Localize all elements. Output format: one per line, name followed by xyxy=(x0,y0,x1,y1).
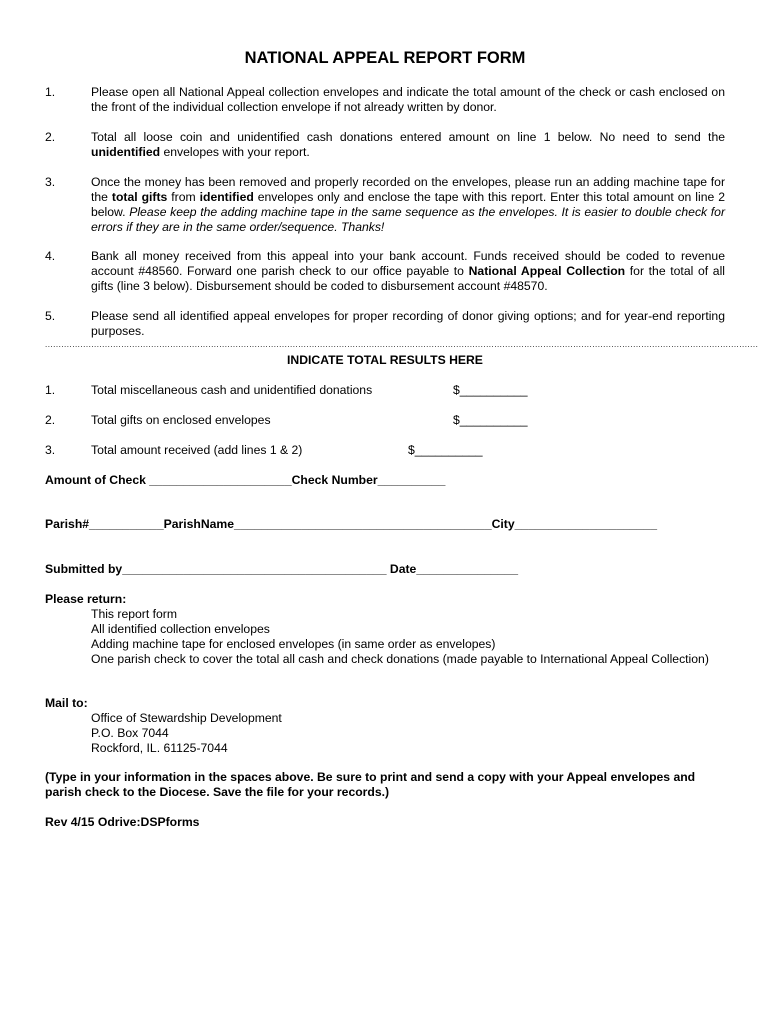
result-label: Total miscellaneous cash and unidentified donations xyxy=(91,383,373,397)
instruction-4 xyxy=(45,249,725,294)
instruction-5 xyxy=(45,309,725,339)
instruction-number: 2. xyxy=(45,130,56,144)
parish-field[interactable]: Parish#___________ParishName______________________________________City_____________________ xyxy=(45,517,657,531)
mail-to-address xyxy=(91,711,725,756)
instruction-number: 5. xyxy=(45,309,56,323)
instruction-bold-text: identified xyxy=(199,190,254,204)
result-amount-field[interactable]: $__________ xyxy=(453,383,528,397)
result-amount-field[interactable]: $__________ xyxy=(453,413,528,427)
dotted-separator: ...................................................................................................................................................................................................................................................................... xyxy=(45,340,759,349)
please-return-list xyxy=(91,607,725,667)
instruction-2 xyxy=(45,130,725,160)
please-return-heading: Please return: xyxy=(45,592,127,606)
instruction-text: Please open all National Appeal collection envelopes and indicate the total amount of the check or cash enclosed on the front of the individual collection envelope if not already written by donor. xyxy=(91,85,725,114)
list-item: All identified collection envelopes xyxy=(91,622,270,636)
result-label: Total amount received (add lines 1 & 2) xyxy=(91,443,303,457)
result-number: 2. xyxy=(45,413,56,427)
instruction-text xyxy=(91,130,725,160)
instruction-text-part: envelopes with your report. xyxy=(160,145,310,159)
address-line: Office of Stewardship Development xyxy=(91,711,282,725)
instruction-bold-text: unidentified xyxy=(91,145,161,159)
results-heading: INDICATE TOTAL RESULTS HERE xyxy=(287,353,483,367)
result-number: 3. xyxy=(45,443,56,457)
result-amount-field[interactable]: $__________ xyxy=(408,443,483,457)
instruction-bold-text: National Appeal Collection xyxy=(468,264,626,278)
result-number: 1. xyxy=(45,383,56,397)
list-item: This report form xyxy=(91,607,178,621)
instruction-number: 3. xyxy=(45,175,56,189)
instruction-1 xyxy=(45,85,725,115)
submitted-by-field[interactable]: Submitted by_______________________________________ Date_______________ xyxy=(45,562,519,576)
revision-info: Rev 4/15 Odrive:DSPforms xyxy=(45,815,200,829)
instruction-text-part: Bank all money received from this appeal into your bank account. Funds received should be coded to revenue account #48560. Forward one parish check to our office payable to xyxy=(91,249,725,278)
amount-of-check-field[interactable]: Amount of Check _____________________Check Number__________ xyxy=(45,473,446,487)
instruction-italic-text: Please keep the adding machine tape in the same sequence as the envelopes. It is easier to double check for errors if they are in the same order/sequence. Thanks! xyxy=(91,205,726,234)
instruction-3 xyxy=(45,175,725,235)
list-item: One parish check to cover the total all cash and check donations (made payable to International Appeal Collection) xyxy=(91,652,709,666)
instruction-text-part: Total all loose coin and unidentified cash donations entered amount on line 1 below. No need to send the xyxy=(91,130,725,144)
form-title: NATIONAL APPEAL REPORT FORM xyxy=(244,49,526,67)
instruction-text xyxy=(91,249,725,294)
address-line: Rockford, IL. 61125-7044 xyxy=(91,741,228,755)
instruction-bold-text: total gifts xyxy=(111,190,168,204)
list-item: Adding machine tape for enclosed envelopes (in same order as envelopes) xyxy=(91,637,496,651)
instruction-text-part: Once the money has been removed and properly recorded on the envelopes, please run an adding machine tape for the xyxy=(91,175,725,204)
instruction-number: 4. xyxy=(45,249,56,263)
instruction-text-part: for the total of all gifts (line 3 below). Disbursement should be coded to disbursement account #48570. xyxy=(91,264,725,293)
mail-to-heading: Mail to: xyxy=(45,696,88,710)
instruction-text-part: envelopes only and enclose the tape with this report. Enter this total amount on line 2 below. xyxy=(91,190,725,219)
instructions-note: (Type in your information in the spaces above. Be sure to print and send a copy with your Appeal envelopes and parish check to the Diocese. Save the file for your records.) xyxy=(45,770,696,799)
instruction-text xyxy=(91,175,725,235)
instruction-number: 1. xyxy=(45,85,56,99)
instruction-text: Please send all identified appeal envelopes for proper recording of donor giving options; and for year-end reporting purposes. xyxy=(91,309,725,338)
result-label: Total gifts on enclosed envelopes xyxy=(91,413,271,427)
instruction-text-part: from xyxy=(167,190,200,204)
address-line: P.O. Box 7044 xyxy=(91,726,169,740)
